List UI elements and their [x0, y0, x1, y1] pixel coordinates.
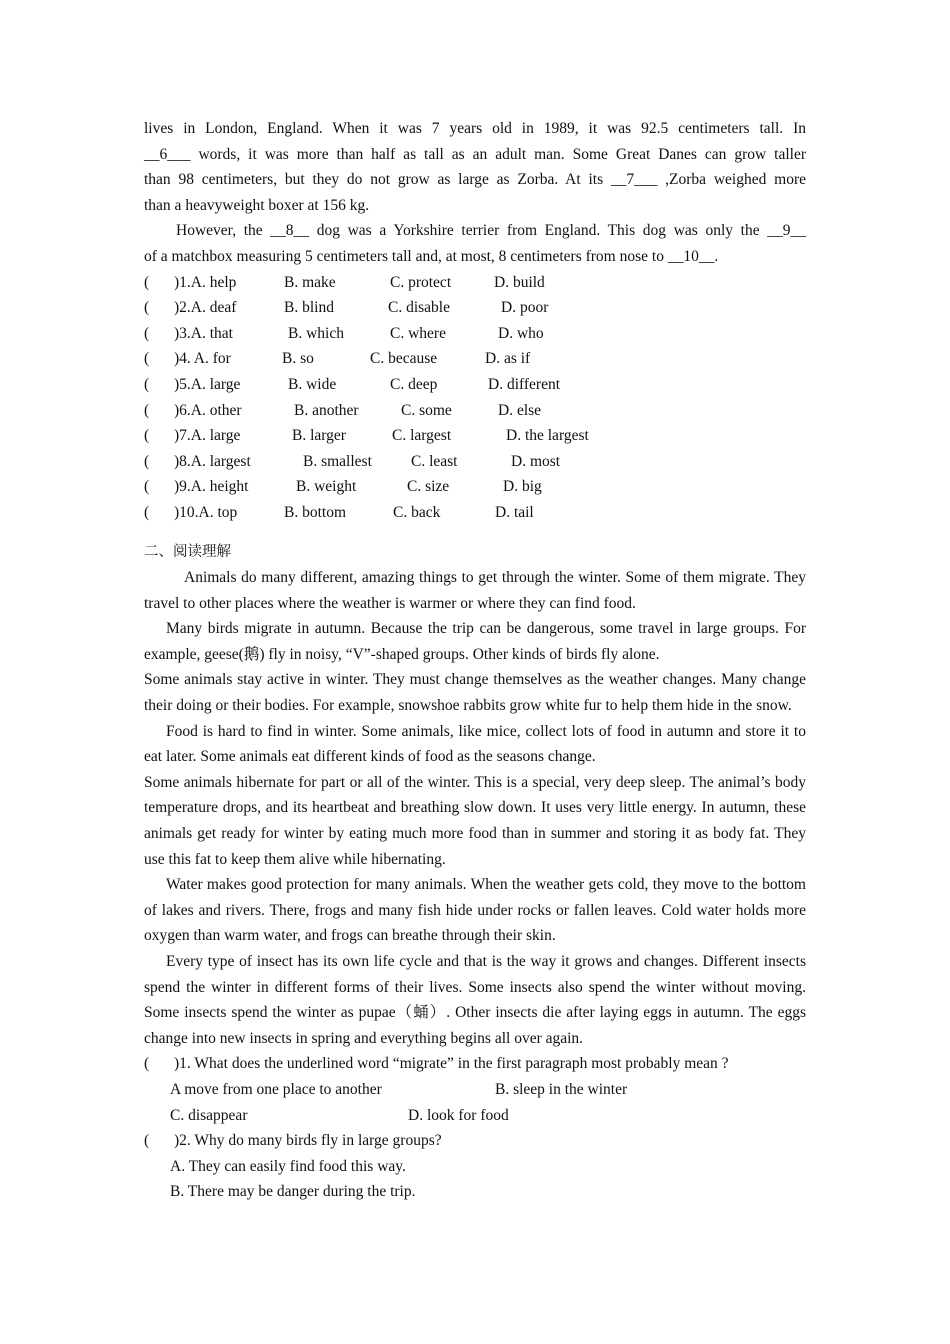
document-content [144, 116, 806, 1205]
cloze-line: __6___ words, it was more than half as tall as an adult man. Some Great Danes can grow taller [144, 145, 806, 163]
option-b: B. bottom [284, 503, 347, 521]
option-b: B. another [294, 401, 359, 419]
option-d: D. poor [501, 299, 549, 317]
option-c: C. size [407, 478, 450, 496]
option-d: D. the largest [506, 427, 589, 445]
option-a: )4. A. for [174, 350, 231, 368]
question-row [144, 474, 806, 500]
option-c: C. some [401, 401, 452, 419]
option-d: D. else [498, 401, 542, 419]
reading-paragraph: Many birds migrate in autumn. Because the trip can be dangerous, some travel in large groups. For example, geese(鹅) fly in noisy, “V”-shaped groups. Other kinds of birds fly alone. [144, 620, 806, 663]
question-row [144, 372, 806, 398]
option-c: C. least [411, 452, 458, 470]
options-row [144, 1154, 806, 1180]
reading-paragraph: Food is hard to find in winter. Some animals, like mice, collect lots of food in autumn and store it to eat later. Some animals eat different kinds of food as the seasons change. [144, 722, 806, 766]
question-row [144, 500, 806, 526]
answer-paren: ( [144, 299, 150, 317]
answer-paren: ( [144, 324, 150, 342]
option-d: D. who [498, 324, 544, 342]
question-row [144, 295, 806, 321]
answer-paren: ( [144, 503, 150, 521]
option-c: C. because [370, 350, 438, 368]
answer-paren: ( [144, 452, 150, 470]
answer-paren: ( [144, 375, 150, 393]
question-row [144, 346, 806, 372]
cloze-line: lives in London, England. When it was 7 years old in 1989, it was 92.5 centimeters tall. In [144, 120, 806, 137]
answer-paren: ( [144, 273, 150, 291]
option-b: B. so [282, 350, 314, 368]
option-a: )9.A. height [174, 478, 249, 496]
option-d: D. build [494, 273, 545, 291]
option-c: C. back [393, 503, 441, 521]
reading-paragraph: Some animals hibernate for part or all of the winter. This is a special, very deep sleep. The animal’s body temperature drops, and its heartbeat and breathing slow down. It uses very little energy. In autumn, these animals get ready for winter by eating much more food than in summer and storing it as body fat. They use this fat to keep them alive while hibernating. [144, 773, 806, 868]
option-c: C. protect [390, 273, 452, 291]
option-a: )2.A. deaf [174, 299, 237, 317]
option-a: A. They can easily find food this way. [170, 1157, 406, 1175]
option-a: )8.A. largest [174, 452, 251, 470]
option-c: C. disappear [170, 1106, 248, 1124]
reading-paragraph: Some animals stay active in winter. They must change themselves as the weather changes. Many change their doing or their bodies. For example, snowshoe rabbits grow white fur to help them hide in the snow. [144, 671, 806, 715]
option-d: D. tail [495, 503, 534, 521]
option-b: B. smallest [303, 452, 372, 470]
options-row [144, 1103, 806, 1129]
option-d: D. most [511, 452, 561, 470]
option-c: C. disable [388, 299, 450, 317]
answer-paren: ( [144, 478, 150, 496]
answer-paren: ( [144, 1055, 150, 1073]
option-d: D. as if [485, 350, 531, 368]
question-row [144, 398, 806, 424]
cloze-line: than 98 centimeters, but they do not grow as large as Zorba. At its __7___ ,Zorba weighed more [144, 171, 806, 189]
option-b: B. make [284, 273, 336, 291]
option-d: D. different [488, 375, 561, 393]
option-a: A move from one place to another [170, 1080, 382, 1098]
option-a: )6.A. other [174, 401, 242, 419]
reading-question-2 [144, 1128, 806, 1154]
option-b: B. blind [284, 299, 334, 317]
option-c: C. where [390, 324, 446, 342]
answer-paren: ( [144, 350, 150, 368]
question-row [144, 449, 806, 475]
option-b: B. There may be danger during the trip. [170, 1183, 416, 1201]
option-c: C. deep [390, 375, 438, 393]
question-row [144, 321, 806, 347]
option-d: D. look for food [408, 1106, 509, 1124]
option-b: B. larger [292, 427, 346, 445]
question-row [144, 270, 806, 296]
option-a: )1.A. help [174, 273, 237, 291]
reading-paragraph: Animals do many different, amazing things to get through the winter. Some of them migrate. They travel to other places where the weather is warmer or where they can find food. [144, 569, 806, 612]
option-b: B. sleep in the winter [495, 1080, 628, 1098]
reading-question-1 [144, 1051, 806, 1077]
cloze-line: However, the __8__ dog was a Yorkshire terrier from England. This dog was only the __9__ [176, 222, 806, 240]
option-b: B. weight [296, 478, 357, 496]
option-a: )3.A. that [174, 324, 233, 342]
question-row [144, 423, 806, 449]
option-a: )7.A. large [174, 427, 241, 445]
question-stem: )1. What does the underlined word “migrate” in the first paragraph most probably mean ? [174, 1055, 729, 1073]
reading-paragraph: Every type of insect has its own life cycle and that is the way it grows and changes. Different insects spend the winter in different forms of their lives. Some insects also spend the winter without moving. Some insects spend the winter as pupae（蛹）. Other insects die after laying eggs in autumn. The eggs change into new insects in spring and everything begins all over again. [144, 953, 806, 1047]
option-c: C. largest [392, 427, 452, 445]
answer-paren: ( [144, 427, 150, 445]
option-a: )10.A. top [174, 503, 238, 521]
option-b: B. which [288, 324, 344, 342]
answer-paren: ( [144, 1132, 150, 1150]
cloze-line: than a heavyweight boxer at 156 kg. [144, 196, 370, 214]
reading-paragraph: Water makes good protection for many animals. When the weather gets cold, they move to the bottom of lakes and rivers. There, frogs and many fish hide under rocks or fallen leaves. Cold water holds more oxygen than warm water, and frogs can breathe through their skin. [144, 876, 806, 945]
option-a: )5.A. large [174, 375, 241, 393]
cloze-questions [144, 270, 806, 526]
section-title: 二、阅读理解 [144, 543, 231, 560]
option-b: B. wide [288, 375, 337, 393]
cloze-line: of a matchbox measuring 5 centimeters tall and, at most, 8 centimeters from nose to __10__. [144, 247, 719, 265]
options-row [144, 1179, 806, 1205]
option-d: D. big [503, 478, 542, 496]
answer-paren: ( [144, 401, 150, 419]
question-stem: )2. Why do many birds fly in large groups? [174, 1132, 442, 1150]
options-row [144, 1077, 806, 1103]
